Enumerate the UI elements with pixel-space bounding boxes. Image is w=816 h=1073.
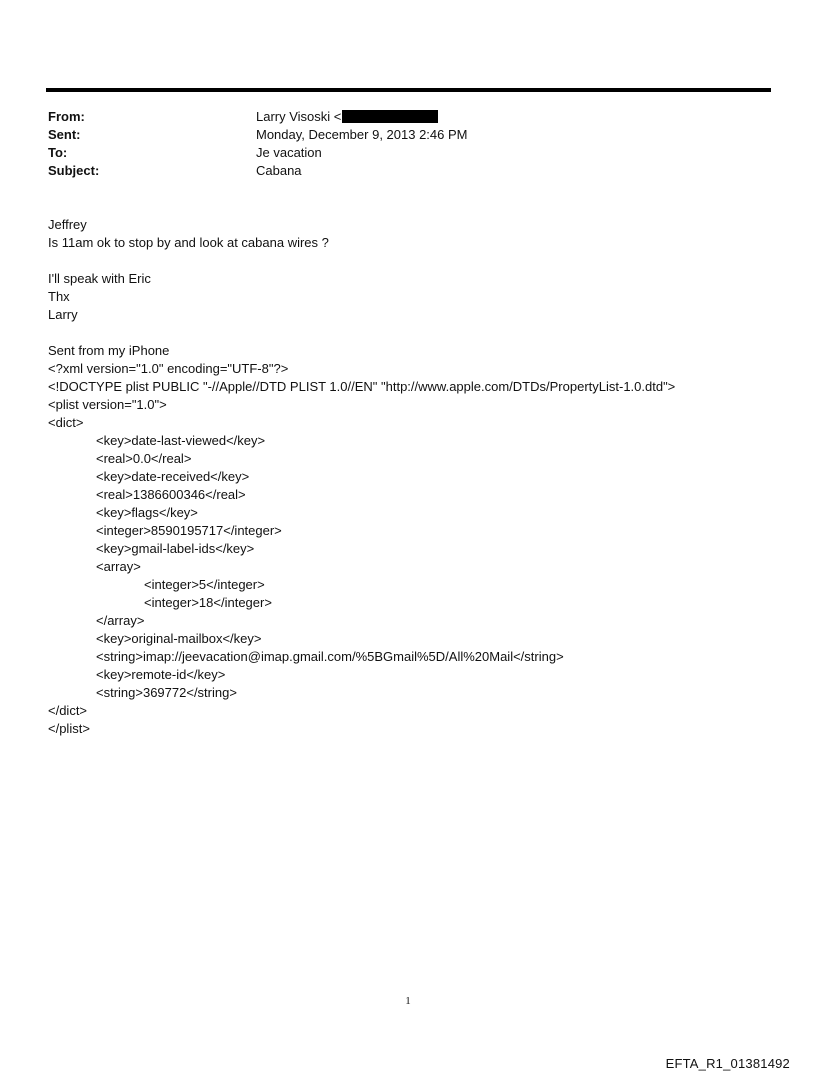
signature: Sent from my iPhone (48, 343, 170, 358)
to-value: Je vacation (256, 145, 322, 160)
page-number: 1 (405, 995, 411, 1007)
subject-row (48, 162, 468, 180)
sender-name: Larry Visoski < (256, 109, 342, 124)
header-rule (46, 88, 771, 92)
from-value (256, 108, 438, 126)
redaction-box (342, 110, 438, 123)
xml-line: <dict> (48, 415, 84, 430)
xml-line: <real>1386600346</real> (96, 487, 246, 502)
xml-line: <real>0.0</real> (96, 451, 192, 466)
to-label: To: (48, 145, 68, 160)
greeting: Jeffrey (48, 217, 87, 232)
xml-line: <key>flags</key> (96, 505, 198, 520)
email-body (48, 216, 675, 738)
subject-value: Cabana (256, 163, 302, 178)
xml-line: <integer>18</integer> (144, 595, 272, 610)
xml-line: <array> (96, 559, 141, 574)
to-row (48, 144, 468, 162)
sent-value: Monday, December 9, 2013 2:46 PM (256, 127, 468, 142)
xml-line: </dict> (48, 703, 88, 718)
message-line: Is 11am ok to stop by and look at cabana wires ? (48, 235, 329, 250)
message-line: Thx (48, 289, 70, 304)
xml-line: <key>date-received</key> (96, 469, 250, 484)
xml-line: <?xml version="1.0" encoding="UTF-8"?> (48, 361, 289, 376)
xml-line: <key>remote-id</key> (96, 667, 226, 682)
sent-row (48, 126, 468, 144)
message-line: Larry (48, 307, 78, 322)
xml-line: <string>imap://jeevacation@imap.gmail.com/%5BGmail%5D/All%20Mail</string> (96, 649, 564, 664)
subject-label: Subject: (48, 163, 100, 178)
email-header (48, 108, 468, 180)
xml-line: <string>369772</string> (96, 685, 237, 700)
xml-line: <key>gmail-label-ids</key> (96, 541, 255, 556)
xml-line: </array> (96, 613, 145, 628)
sent-label: Sent: (48, 127, 81, 142)
xml-line: <!DOCTYPE plist PUBLIC "-//Apple//DTD PLIST 1.0//EN" "http://www.apple.com/DTDs/PropertyList-1.0.dtd"> (48, 379, 676, 394)
message-line: I'll speak with Eric (48, 271, 151, 286)
from-row (48, 108, 468, 126)
xml-line: </plist> (48, 721, 90, 736)
xml-line: <plist version="1.0"> (48, 397, 167, 412)
from-label: From: (48, 109, 85, 124)
xml-line: <key>date-last-viewed</key> (96, 433, 266, 448)
xml-line: <integer>5</integer> (144, 577, 265, 592)
xml-line: <key>original-mailbox</key> (96, 631, 262, 646)
bates-number: EFTA_R1_01381492 (665, 1056, 790, 1071)
xml-line: <integer>8590195717</integer> (96, 523, 282, 538)
